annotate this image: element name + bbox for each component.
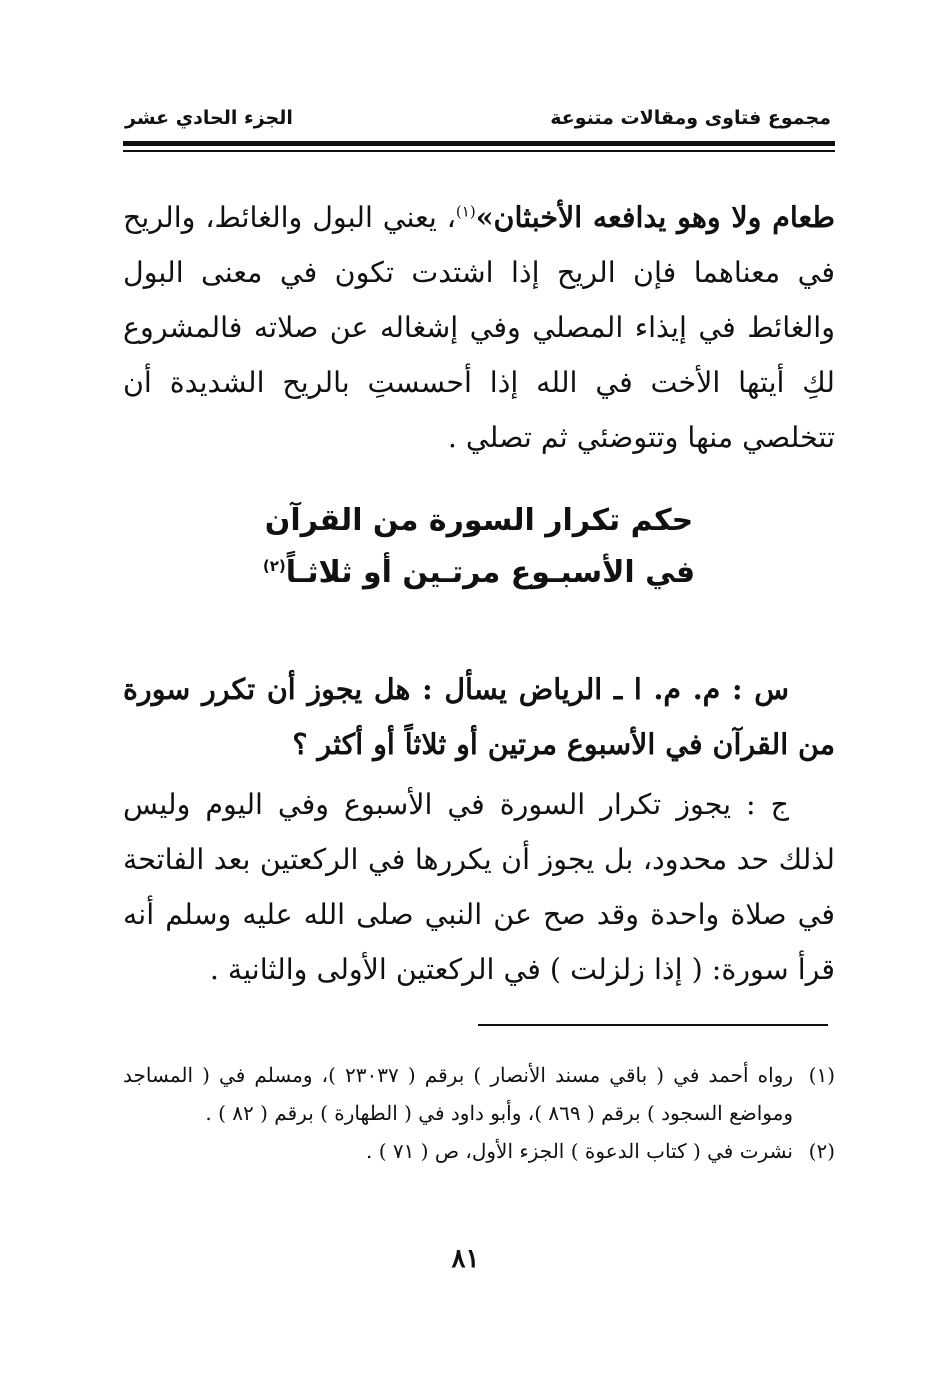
volume-label: الجزء الحادي عشر [125, 107, 293, 129]
section-heading [123, 495, 835, 599]
book-title: مجموع فتاوى ومقالات متنوعة [550, 107, 831, 129]
footnote-number: (٢) [808, 1139, 835, 1163]
footnote-text: نشرت في ( كتاب الدعوة ) الجزء الأول، ص ( ٧١ ) . [365, 1139, 793, 1163]
footnote-number: (١) [808, 1063, 835, 1087]
running-header [125, 105, 831, 139]
footnote-ref-1: (١) [455, 202, 476, 221]
close-quote-mark: » [475, 200, 494, 234]
section-title-line-2: في الأسبـوع مرتـين أو ثلاثـاً [285, 555, 696, 590]
footnote-1 [123, 1056, 835, 1132]
intro-paragraph [123, 190, 835, 465]
footnote-separator [478, 1024, 828, 1026]
header-rule-thick [123, 141, 835, 146]
footnote-text: رواه أحمد في ( باقي مسند الأنصار ) برقم ( ٢٣٠٣٧ )، ومسلم في ( المساجد ومواضع السجود ) برقم ( ٨٦٩ )، وأبو داود في ( الطهارة ) برقم ( ٨٢ ) . [123, 1063, 794, 1125]
question-paragraph [123, 662, 835, 772]
intro-text: ، يعني البول والغائط، والريح في معناهما فإن الريح إذا اشتدت تكون في معنى البول والغائط في إيذاء المصلي وفي إشغاله عن صلاته فالمشروع لكِ أيتها الأخت في الله إذا أحسستِ بالريح الشديدة أن تتخلصي منها وتتوضئي ثم تصلي . [123, 201, 835, 454]
footnote-ref-2: (٢) [262, 557, 286, 575]
question-text: س : م. م. ا ـ الرياض يسأل : هل يجوز أن تكرر سورة من القرآن في الأسبوع مرتين أو ثلاثاً أو أكثر ؟ [123, 672, 835, 761]
page-number: ٨١ [451, 1244, 480, 1274]
footnote-2 [123, 1132, 835, 1170]
answer-text: ج : يجوز تكرار السورة في الأسبوع وفي اليوم وليس لذلك حد محدود، بل يجوز أن يكررها في الركعتين بعد الفاتحة في صلاة واحدة وقد صح عن النبي صلى الله عليه وسلم أنه قرأ سورة: ( إذا زلزلت ) في الركعتين الأولى والثانية . [123, 788, 835, 986]
footnotes [123, 1056, 835, 1170]
answer-paragraph [123, 777, 835, 997]
header-rule-thin [123, 150, 835, 152]
section-title-line-1: حكم تكرار السورة من القرآن [264, 503, 694, 538]
hadith-quote: طعام ولا وهو يدافعه الأخبثان [493, 200, 835, 234]
section-title-line-2-wrap [123, 547, 835, 599]
